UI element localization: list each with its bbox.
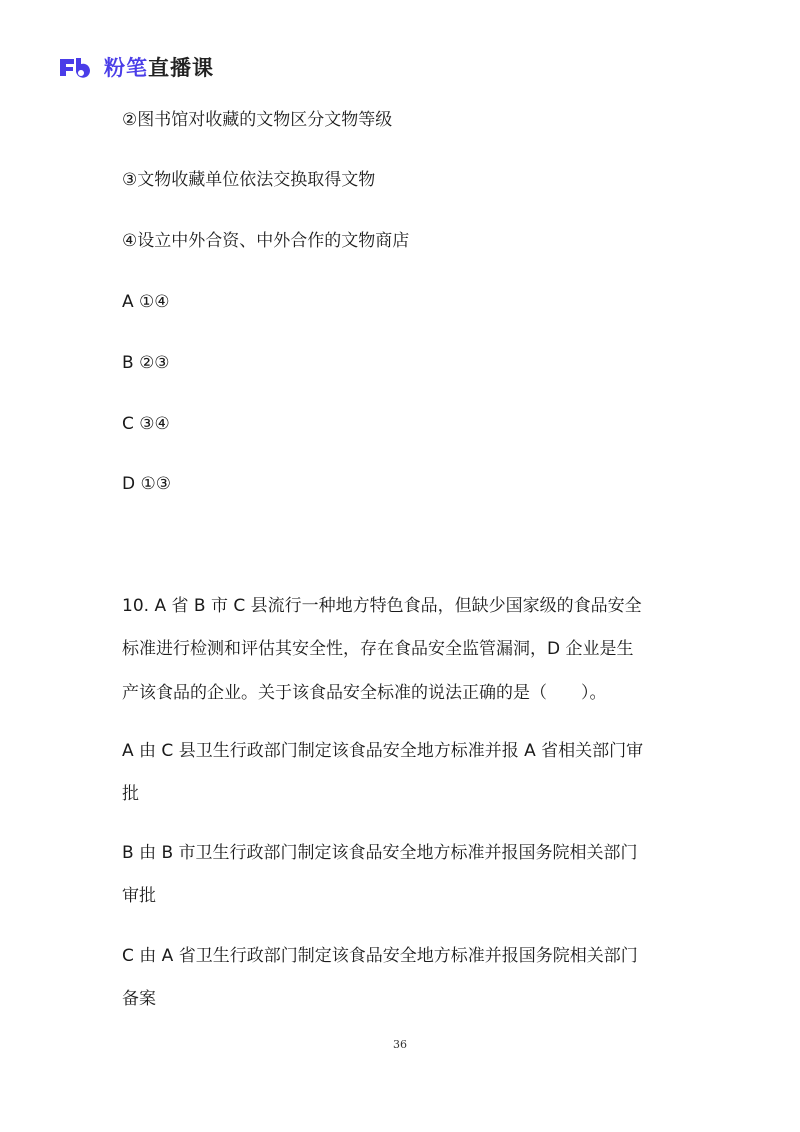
q10-stem-line-1: 10. A 省 B 市 C 县流行一种地方特色食品，但缺少国家级的食品安全 xyxy=(122,596,642,616)
q10-option-c-line-2: 备案 xyxy=(122,989,156,1009)
fb-logo-icon xyxy=(58,56,96,78)
statement-4: ④设立中外合资、中外合作的文物商店 xyxy=(122,231,410,251)
q10-option-a-line-1: A 由 C 县卫生行政部门制定该食品安全地方标准并报 A 省相关部门审 xyxy=(122,741,644,761)
q10-stem-line-3: 产该食品的企业。关于该食品安全标准的说法正确的是（ ）。 xyxy=(122,683,607,703)
q9-option-a: A ①④ xyxy=(122,292,170,312)
statement-3: ③文物收藏单位依法交换取得文物 xyxy=(122,170,376,190)
q9-option-d: D ①③ xyxy=(122,474,171,494)
q9-option-c: C ③④ xyxy=(122,414,170,434)
brand-name-accent: 粉笔 xyxy=(104,56,148,80)
q10-option-b-line-2: 审批 xyxy=(122,886,156,906)
q10-option-a-line-2: 批 xyxy=(122,784,139,804)
page-number: 36 xyxy=(393,1038,407,1051)
q9-option-b: B ②③ xyxy=(122,353,170,373)
header-logo xyxy=(58,52,214,82)
q10-option-b-line-1: B 由 B 市卫生行政部门制定该食品安全地方标准并报国务院相关部门 xyxy=(122,843,638,863)
q10-option-c-line-1: C 由 A 省卫生行政部门制定该食品安全地方标准并报国务院相关部门 xyxy=(122,946,638,966)
brand-name-rest: 直播课 xyxy=(148,56,214,80)
statement-2: ②图书馆对收藏的文物区分文物等级 xyxy=(122,110,393,130)
q10-stem-line-2: 标准进行检测和评估其安全性，存在食品安全监管漏洞，D 企业是生 xyxy=(122,639,634,659)
